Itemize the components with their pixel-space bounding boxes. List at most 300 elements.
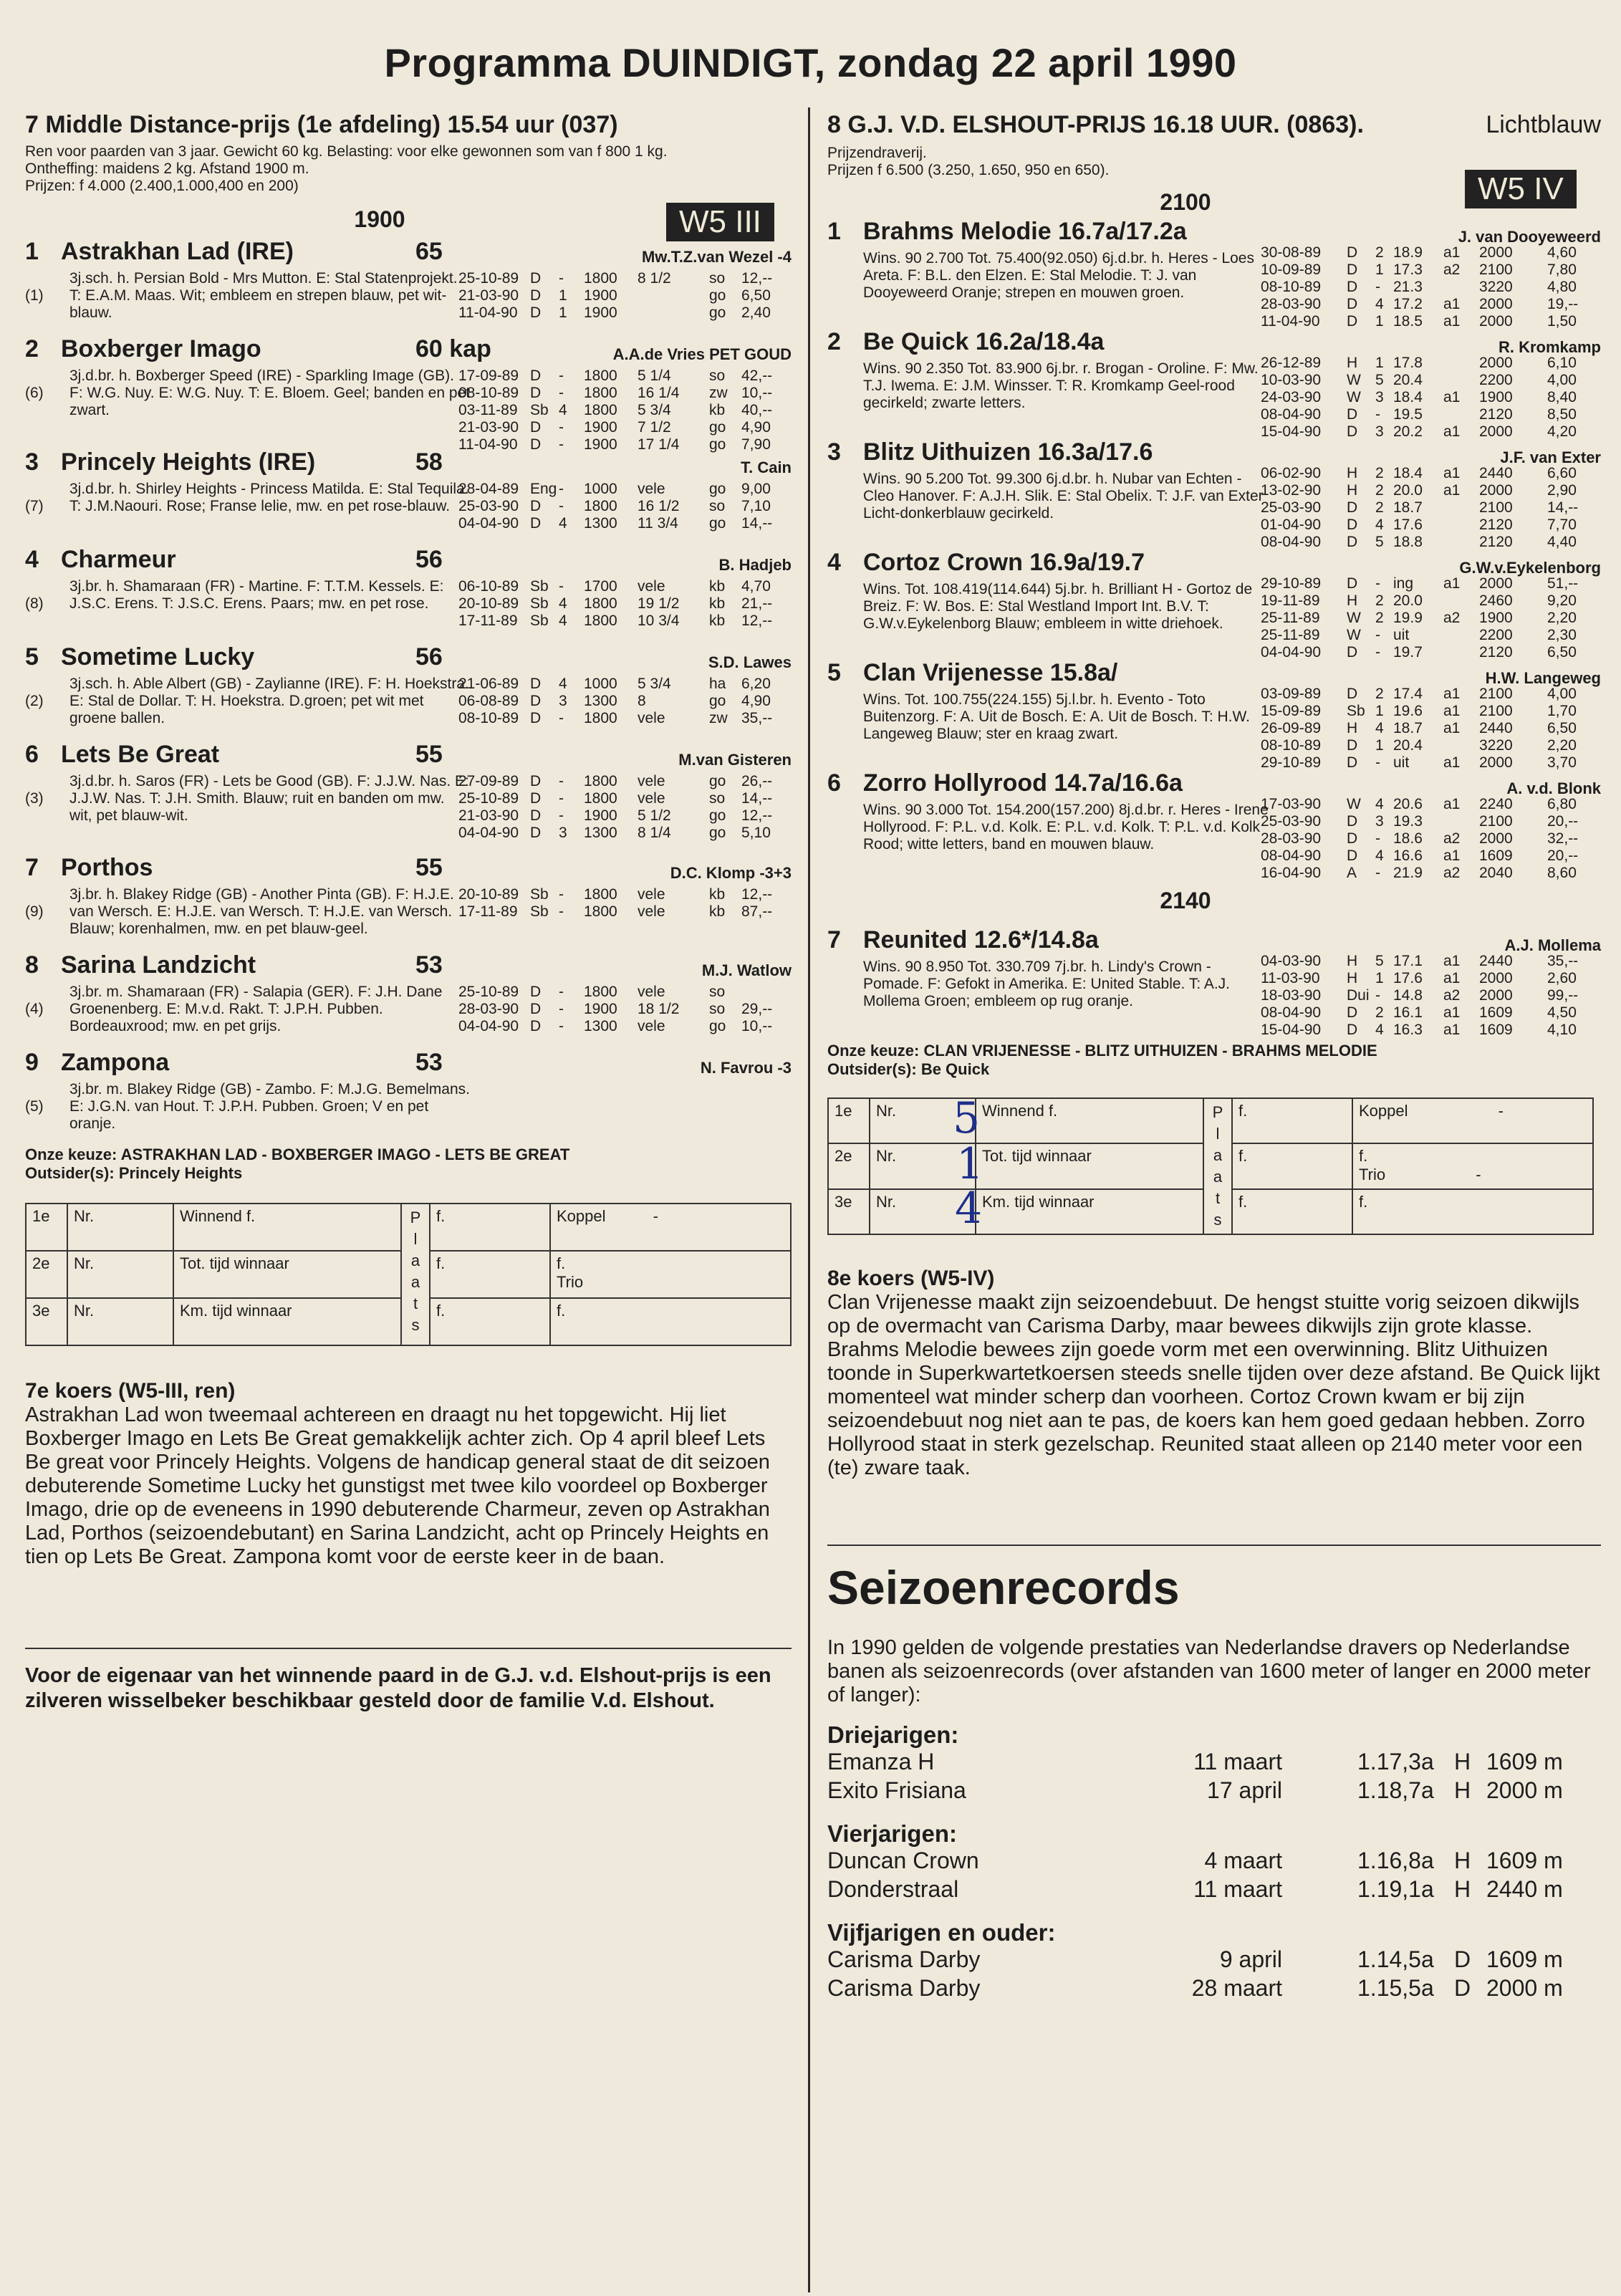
- records-intro: In 1990 gelden de volgende prestaties van Nederlandse dravers op Nederlandse banen als seizoenrecords (over afstanden van 1600 meter of langer en 2000 meter of langer):: [827, 1636, 1591, 1706]
- result-cell: vele: [638, 710, 665, 726]
- result-cell: 1900: [584, 419, 617, 436]
- result-cell: 8,50: [1547, 406, 1577, 423]
- result-cell: 04-03-90: [1261, 953, 1322, 969]
- result-cell: D: [530, 419, 542, 436]
- race8-column: [827, 111, 1601, 2004]
- result-cell: 08-04-90: [1261, 534, 1322, 550]
- result-cell: 08-10-89: [458, 385, 519, 401]
- nr-cell: Nr.: [870, 1189, 976, 1234]
- result-cell: -: [1375, 575, 1380, 592]
- result-cell: 28-03-90: [458, 1001, 519, 1017]
- result-cell: D: [1347, 261, 1358, 278]
- outsider-value: Princely Heights: [118, 1164, 243, 1182]
- result-cell: 25-03-90: [1261, 499, 1322, 516]
- horse-trainer: H.W. Langeweg: [1485, 669, 1601, 687]
- result-cell: -: [559, 773, 564, 789]
- post-position: (6): [25, 385, 44, 401]
- nr-cell: Nr.: [67, 1204, 173, 1251]
- horse-body: [827, 244, 1601, 330]
- result-cell: 10-03-90: [1261, 372, 1322, 388]
- result-cell: D: [530, 1018, 542, 1034]
- result-cell: 11-04-90: [458, 304, 518, 321]
- result-cell: 7,70: [1547, 517, 1577, 533]
- result-cell: D: [530, 773, 542, 789]
- result-cell: 1300: [584, 515, 617, 532]
- result-cell: H: [1347, 970, 1358, 986]
- horse-body: [827, 953, 1601, 1038]
- result-cell: 24-03-90: [1261, 389, 1322, 405]
- horse-description: 3j.d.br. h. Shirley Heights - Princess Matilda. E: Stal Tequila. T: J.M.Naouri. Rose; Franse lelie, mw. en pet rose-blauw.: [69, 481, 469, 514]
- result-cell: 4,50: [1547, 1004, 1577, 1021]
- result-cell: 6,50: [1547, 720, 1577, 736]
- race8-outsider: [827, 1060, 1601, 1079]
- result-cell: 40,--: [741, 402, 773, 418]
- result-cell: 2,60: [1547, 970, 1577, 986]
- result-cell: D: [1347, 644, 1358, 661]
- horse-name: Be Quick 16.2a/18.4a: [863, 328, 1105, 355]
- result-cell: D: [1347, 1022, 1358, 1038]
- record-row: [827, 1975, 1601, 2004]
- horse-trainer: M.van Gisteren: [678, 751, 792, 769]
- horse-name: Zampona: [61, 1049, 170, 1076]
- horse-trainer: A.J. Mollema: [1504, 936, 1601, 954]
- result-cell: 9,20: [1547, 592, 1577, 609]
- horse-weight: 56: [415, 546, 443, 573]
- result-cell: W: [1347, 796, 1361, 812]
- result-cell: 20.4: [1393, 737, 1423, 754]
- result-cell: -: [559, 807, 564, 824]
- result-cell: D: [1347, 499, 1358, 516]
- result-cell: 1800: [584, 613, 617, 629]
- record-cell: 1.19,1a: [1357, 1876, 1434, 1902]
- horse-header: [25, 1049, 792, 1081]
- record-category: Driejarigen:: [827, 1721, 959, 1748]
- result-cell: 1800: [584, 886, 617, 903]
- race8-title-text: 8 G.J. V.D. ELSHOUT-PRIJS 16.18 UUR. (0863).: [827, 111, 1364, 138]
- horse-description: Wins. Tot. 100.755(224.155) 5j.l.br. h. Evento - Toto Buitenzorg. F: A. Uit de Bosch. E: A. Uit de Bosch. T: H.W. Langeweg Blauw; ster en kraag zwart.: [863, 691, 1251, 742]
- onze-keuze-value: CLAN VRIJENESSE - BLITZ UITHUIZEN - BRAHMS MELODIE: [923, 1042, 1377, 1060]
- result-cell: 1800: [584, 368, 617, 384]
- result-cell: 99,--: [1547, 987, 1579, 1004]
- result-cell: -: [559, 1001, 564, 1017]
- result-cell: 2: [1375, 592, 1384, 609]
- result-cell: 12,--: [741, 807, 773, 824]
- result-cell: 28-03-90: [1261, 830, 1322, 847]
- result-cell: a1: [1443, 423, 1461, 440]
- result-cell: 19.9: [1393, 610, 1423, 626]
- result-cell: 04-04-90: [1261, 644, 1322, 661]
- result-cell: 16-04-90: [1261, 865, 1322, 881]
- result-cell: D: [1347, 244, 1358, 261]
- result-cell: 35,--: [1547, 953, 1579, 969]
- column-divider: [808, 107, 810, 2292]
- result-cell: 20.0: [1393, 592, 1423, 609]
- horse-trainer: R. Kromkamp: [1498, 338, 1601, 356]
- result-cell: D: [530, 498, 542, 514]
- result-cell: vele: [638, 903, 665, 920]
- result-cell: 28-04-89: [458, 481, 519, 497]
- koppel-f: f.: [1359, 1147, 1368, 1166]
- result-cell: 2: [1375, 244, 1384, 261]
- record-cell: 1609 m: [1486, 1749, 1563, 1774]
- result-cell: D: [1347, 575, 1358, 592]
- result-cell: D: [1347, 423, 1358, 440]
- result-cell: D: [1347, 737, 1358, 754]
- f-cell: f.: [1232, 1098, 1352, 1143]
- result-cell: -: [559, 790, 564, 807]
- horse-header: [25, 546, 792, 578]
- record-cell: 1.15,5a: [1357, 1975, 1434, 2001]
- condition-line: Ren voor paarden van 3 jaar. Gewicht 60 kg. Belasting: voor elke gewonnen som van f 800 1 kg.: [25, 143, 668, 160]
- result-cell: 20,--: [1547, 847, 1579, 864]
- result-cell: 3220: [1479, 279, 1513, 295]
- result-cell: 7,80: [1547, 261, 1577, 278]
- horse-entry: [25, 951, 792, 1041]
- result-cell: 2120: [1479, 406, 1513, 423]
- divider-line: [827, 1545, 1601, 1546]
- horse-header: [25, 238, 792, 270]
- records-title: Seizoenrecords: [827, 1561, 1180, 1614]
- result-cell: 2000: [1479, 575, 1513, 592]
- result-cell: -: [559, 903, 564, 920]
- result-cell: 19.6: [1393, 703, 1423, 719]
- post-position: (5): [25, 1098, 44, 1115]
- horse-trainer: S.D. Lawes: [708, 653, 792, 671]
- result-cell: 7,10: [741, 498, 771, 514]
- koppel-dash: -: [1498, 1102, 1504, 1120]
- record-cell: 1609 m: [1486, 1848, 1563, 1873]
- result-cell: 2100: [1479, 686, 1513, 702]
- record-cell: H: [1454, 1777, 1471, 1803]
- race8-distance-2140: 2140: [1160, 888, 1211, 913]
- trio-label: Trio: [557, 1273, 584, 1291]
- horse-header: [25, 335, 792, 368]
- record-row: [827, 1946, 1601, 1975]
- place-cell: 2e: [26, 1251, 67, 1298]
- result-cell: 21-03-90: [458, 807, 519, 824]
- label-cell: Winnend f.: [173, 1204, 401, 1251]
- horse-name: Lets Be Great: [61, 741, 220, 768]
- result-cell: 1900: [584, 304, 617, 321]
- result-cell: 1: [1375, 703, 1384, 719]
- horse-header: [25, 951, 792, 984]
- result-cell: 18.7: [1393, 720, 1423, 736]
- horse-weight: 65: [415, 238, 443, 265]
- result-cell: 2,40: [741, 304, 771, 321]
- result-cell: 5 1/2: [638, 807, 671, 824]
- result-cell: 5,10: [741, 825, 771, 841]
- race7-class-badge: W5 III: [666, 203, 774, 241]
- outsider-value: Be Quick: [920, 1060, 990, 1078]
- result-cell: a1: [1443, 953, 1461, 969]
- record-row: [827, 1876, 1601, 1905]
- result-cell: 21-03-90: [458, 287, 519, 304]
- result-cell: a1: [1443, 1004, 1461, 1021]
- horse-name: Clan Vrijenesse 15.8a/: [863, 659, 1118, 686]
- horse-body: [827, 686, 1601, 771]
- result-cell: 17-03-90: [1261, 796, 1322, 812]
- handwritten-third: 4: [955, 1183, 983, 1234]
- record-row: [827, 1749, 1601, 1777]
- result-cell: 15-04-90: [1261, 1022, 1322, 1038]
- article7-text: Astrakhan Lad won tweemaal achtereen en draagt nu het topgewicht. Hij liet Boxberger Imago en Lets Be Great gemakkelijk achter zich. Op 4 april bleef Lets Be great voor Princely Heights. Volgens de handicap general staat de dit seizoen debuterende Sometime Lucky het gunstigst met twee kilo voordeel op Boxberger Imago, drie op de eveneens in 1990 debuterende Charmeur, zeven op Astrakhan Lad, Porthos (seizoendebutant) en Sarina Landzicht, acht op Princely Heights en tien op Lets Be Great. Zampona komt voor de eerste keer in de baan.: [25, 1403, 770, 1568]
- result-cell: 11-04-90: [1261, 313, 1320, 330]
- article8: [827, 1267, 1601, 1480]
- horse-description: 3j.sch. h. Persian Bold - Mrs Mutton. E: Stal Statenprojekt. T: E.A.M. Maas. Wit; embleem en strepen blauw, pet wit-blauw.: [69, 270, 458, 321]
- result-cell: 04-04-90: [458, 825, 519, 841]
- horse-trainer: J.F. van Exter: [1500, 448, 1601, 466]
- result-cell: 19.7: [1393, 644, 1423, 661]
- trio-cell: [1352, 1143, 1593, 1188]
- result-cell: 4: [1375, 720, 1384, 736]
- race8-result-table: [827, 1097, 1594, 1235]
- result-cell: 3220: [1479, 737, 1513, 754]
- result-cell: 6,50: [741, 287, 771, 304]
- horse-number: 2: [25, 335, 39, 362]
- koppel-f: f.: [557, 1254, 566, 1272]
- result-cell: 2: [1375, 686, 1384, 702]
- records-section: [827, 1560, 1601, 2004]
- plaats-cell: P l a a t s: [401, 1204, 430, 1345]
- result-cell: 12,--: [741, 270, 773, 287]
- result-cell: 2000: [1479, 355, 1513, 371]
- result-cell: 2: [1375, 499, 1384, 516]
- result-cell: 2000: [1479, 754, 1513, 771]
- horse-name: Brahms Melodie 16.7a/17.2a: [863, 218, 1187, 245]
- horse-weight: 53: [415, 951, 443, 979]
- horse-number: 2: [827, 328, 841, 355]
- result-cell: 26-12-89: [1261, 355, 1322, 371]
- label-cell: Tot. tijd winnaar: [173, 1251, 401, 1298]
- result-cell: 17.2: [1393, 296, 1423, 312]
- result-cell: 08-04-90: [1261, 1004, 1322, 1021]
- result-cell: 17.6: [1393, 970, 1423, 986]
- result-cell: D: [1347, 813, 1358, 830]
- result-cell: W: [1347, 372, 1361, 388]
- horse-header: [25, 854, 792, 886]
- result-cell: a2: [1443, 865, 1461, 881]
- result-cell: 28-03-90: [1261, 296, 1322, 312]
- result-cell: go: [709, 515, 726, 532]
- post-position: (1): [25, 287, 44, 304]
- result-cell: -: [559, 385, 564, 401]
- result-cell: D: [1347, 313, 1358, 330]
- horse-name: Sometime Lucky: [61, 643, 255, 671]
- horse-entry: [827, 328, 1601, 440]
- result-cell: 7 1/2: [638, 419, 671, 436]
- race8-distance: 2100: [1160, 189, 1211, 215]
- result-cell: 18.9: [1393, 244, 1423, 261]
- label-cell: Km. tijd winnaar: [173, 1298, 401, 1345]
- result-cell: 3: [559, 825, 567, 841]
- result-cell: 12,--: [741, 886, 773, 903]
- nr-cell: Nr.: [870, 1098, 976, 1143]
- result-cell: 16.1: [1393, 1004, 1423, 1021]
- record-cell: Donderstraal: [827, 1876, 959, 1902]
- race8-onze-keuze: [827, 1042, 1601, 1060]
- result-cell: 04-04-90: [458, 1018, 519, 1034]
- record-cell: 4 maart: [1204, 1848, 1282, 1873]
- result-cell: 2000: [1479, 313, 1513, 330]
- result-cell: 1900: [584, 436, 617, 453]
- result-cell: 2000: [1479, 987, 1513, 1004]
- record-cell: Emanza H: [827, 1749, 935, 1774]
- article7: [25, 1379, 792, 1569]
- record-cell: 1.17,3a: [1357, 1749, 1434, 1774]
- horse-name: Blitz Uithuizen 16.3a/17.6: [863, 438, 1153, 466]
- result-cell: 20.6: [1393, 796, 1423, 812]
- record-cell: 1.18,7a: [1357, 1777, 1434, 1803]
- record-cell: Carisma Darby: [827, 1946, 981, 1972]
- result-cell: 3: [1375, 423, 1384, 440]
- result-cell: 08-10-89: [1261, 737, 1322, 754]
- result-cell: D: [530, 515, 542, 532]
- result-cell: D: [1347, 754, 1358, 771]
- result-cell: 2: [1375, 1004, 1384, 1021]
- result-cell: 1000: [584, 481, 617, 497]
- records-list: [827, 1721, 1601, 2004]
- result-cell: 25-03-90: [1261, 813, 1322, 830]
- handwritten-second: 1: [956, 1139, 984, 1189]
- result-cell: 20-10-89: [458, 595, 519, 612]
- horse-number: 7: [827, 926, 841, 954]
- result-cell: -: [559, 481, 564, 497]
- horse-name: Porthos: [61, 854, 153, 881]
- result-cell: 17.4: [1393, 686, 1423, 702]
- result-cell: 32,--: [1547, 830, 1579, 847]
- result-cell: D: [530, 1001, 542, 1017]
- horse-number: 5: [827, 659, 841, 686]
- result-cell: D: [530, 710, 542, 726]
- result-cell: 27-09-89: [458, 773, 519, 789]
- result-cell: 26-09-89: [1261, 720, 1322, 736]
- result-cell: 19 1/2: [638, 595, 680, 612]
- result-cell: uit: [1393, 627, 1410, 643]
- horse-number: 6: [827, 769, 841, 797]
- result-cell: 1800: [584, 385, 617, 401]
- result-cell: -: [1375, 987, 1380, 1004]
- result-cell: a1: [1443, 244, 1461, 261]
- horse-body: [827, 796, 1601, 881]
- result-cell: Eng: [530, 481, 557, 497]
- condition-line: Ontheffing: maidens 2 kg. Afstand 1900 m.: [25, 160, 309, 177]
- result-cell: go: [709, 825, 726, 841]
- result-cell: -: [1375, 865, 1380, 881]
- article8-text: Clan Vrijenesse maakt zijn seizoendebuut. De hengst stuitte vorig seizoen dikwijls op de overmacht van Carisma Darby, maar bewees dikwijls zijn grote klasse. Brahms Melodie bewees zijn goede vorm met een overwinning. Blitz Uithuizen toonde in Superkwartetkoersen steeds snelle tijden over deze afstand. Be Quick lijkt momenteel wat minder scherp dan voorheen. Cortoz Crown kwam er bij zijn seizoendebuut nog niet aan te pas, de koers kan hem goed gedaan hebben. Zorro Hollyrood staat in sterk gezelschap. Reunited staat alleen op 2140 meter voor een (te) zware taak.: [827, 1291, 1600, 1479]
- result-cell: 4,80: [1547, 279, 1577, 295]
- horse-number: 1: [25, 238, 39, 265]
- horse-trainer: A. v.d. Blonk: [1506, 779, 1601, 797]
- result-cell: 2000: [1479, 244, 1513, 261]
- record-cell: 17 april: [1207, 1777, 1282, 1803]
- result-cell: 4: [559, 515, 567, 532]
- result-cell: A: [1347, 865, 1357, 881]
- result-cell: vele: [638, 481, 665, 497]
- result-cell: 14,--: [1547, 499, 1579, 516]
- result-cell: kb: [709, 578, 726, 595]
- page-title: Programma DUINDIGT, zondag 22 april 1990: [384, 40, 1237, 85]
- result-cell: 29-10-89: [1261, 575, 1322, 592]
- result-cell: a1: [1443, 754, 1461, 771]
- horse-name: Princely Heights (IRE): [61, 448, 316, 476]
- result-cell: a1: [1443, 296, 1461, 312]
- f-cell: f.: [1232, 1143, 1352, 1188]
- result-cell: zw: [709, 710, 728, 726]
- result-cell: 5: [1375, 534, 1384, 550]
- result-cell: 1: [1375, 313, 1384, 330]
- result-cell: 21.3: [1393, 279, 1423, 295]
- result-cell: W: [1347, 610, 1361, 626]
- horse-header: [25, 448, 792, 481]
- result-cell: D: [1347, 296, 1358, 312]
- divider-line: [25, 1648, 792, 1649]
- result-cell: so: [709, 1001, 726, 1017]
- result-cell: 13-02-90: [1261, 482, 1322, 499]
- result-cell: -: [1375, 830, 1380, 847]
- outsider-label: Outsider(s):: [25, 1164, 115, 1182]
- horse-trainer: N. Favrou -3: [700, 1059, 792, 1077]
- result-cell: -: [1375, 406, 1380, 423]
- result-cell: -: [1375, 754, 1380, 771]
- result-cell: 03-11-89: [458, 402, 518, 418]
- onze-keuze-label: Onze keuze:: [827, 1042, 920, 1060]
- result-cell: 2120: [1479, 534, 1513, 550]
- result-cell: 25-10-89: [458, 984, 519, 1000]
- result-cell: D: [530, 304, 542, 321]
- result-cell: W: [1347, 627, 1361, 643]
- result-cell: 01-04-90: [1261, 517, 1322, 533]
- result-cell: D: [530, 790, 542, 807]
- horse-body: [25, 578, 792, 629]
- result-cell: 08-10-89: [1261, 279, 1322, 295]
- race7-result-table: [25, 1203, 792, 1346]
- horse-description: Wins. 90 2.350 Tot. 83.900 6j.br. r. Brogan - Oroline. F: Mw. T.J. Iwema. E: J.M. Winsser. T: R. Kromkamp Geel-rood gecirkeld; zwarte letters.: [863, 360, 1259, 411]
- horse-weight: 53: [415, 1049, 443, 1076]
- horse-trainer: T. Cain: [741, 458, 792, 476]
- result-cell: 5 3/4: [638, 676, 671, 692]
- race8-class-badge: W5 IV: [1465, 170, 1577, 208]
- result-cell: kb: [709, 903, 726, 920]
- result-cell: 15-04-90: [1261, 423, 1322, 440]
- horse-weight: 58: [415, 448, 443, 476]
- record-cell: Carisma Darby: [827, 1975, 981, 2001]
- outsider-label: Outsider(s):: [827, 1060, 917, 1078]
- result-cell: 29,--: [741, 1001, 773, 1017]
- result-cell: -: [1375, 279, 1380, 295]
- result-cell: go: [709, 419, 726, 436]
- horse-weight: 56: [415, 643, 443, 671]
- result-cell: 18.6: [1393, 830, 1423, 847]
- horse-weight: 55: [415, 741, 443, 768]
- result-cell: go: [709, 807, 726, 824]
- result-cell: 18.4: [1393, 465, 1423, 481]
- result-cell: 08-04-90: [1261, 406, 1322, 423]
- record-cell: 2000 m: [1486, 1777, 1563, 1803]
- result-cell: a1: [1443, 847, 1461, 864]
- horse-body: [827, 355, 1601, 440]
- result-cell: D: [530, 385, 542, 401]
- horse-description: Wins. 90 2.700 Tot. 75.400(92.050) 6j.d.br. h. Heres - Loes Areta. F: B.L. den Elzen. E: Stal Melodie. T: J. van Dooyeweerd Oranje; strepen en mouwen groen.: [863, 250, 1254, 301]
- result-cell: D: [1347, 279, 1358, 295]
- result-cell: 8 1/4: [638, 825, 671, 841]
- result-cell: a1: [1443, 686, 1461, 702]
- horse-body: [25, 270, 792, 322]
- record-cell: H: [1454, 1876, 1471, 1902]
- race8-result-wrap: [827, 1093, 1601, 1235]
- horse-number: 7: [25, 854, 39, 881]
- result-cell: Sb: [530, 402, 549, 418]
- result-cell: kb: [709, 886, 726, 903]
